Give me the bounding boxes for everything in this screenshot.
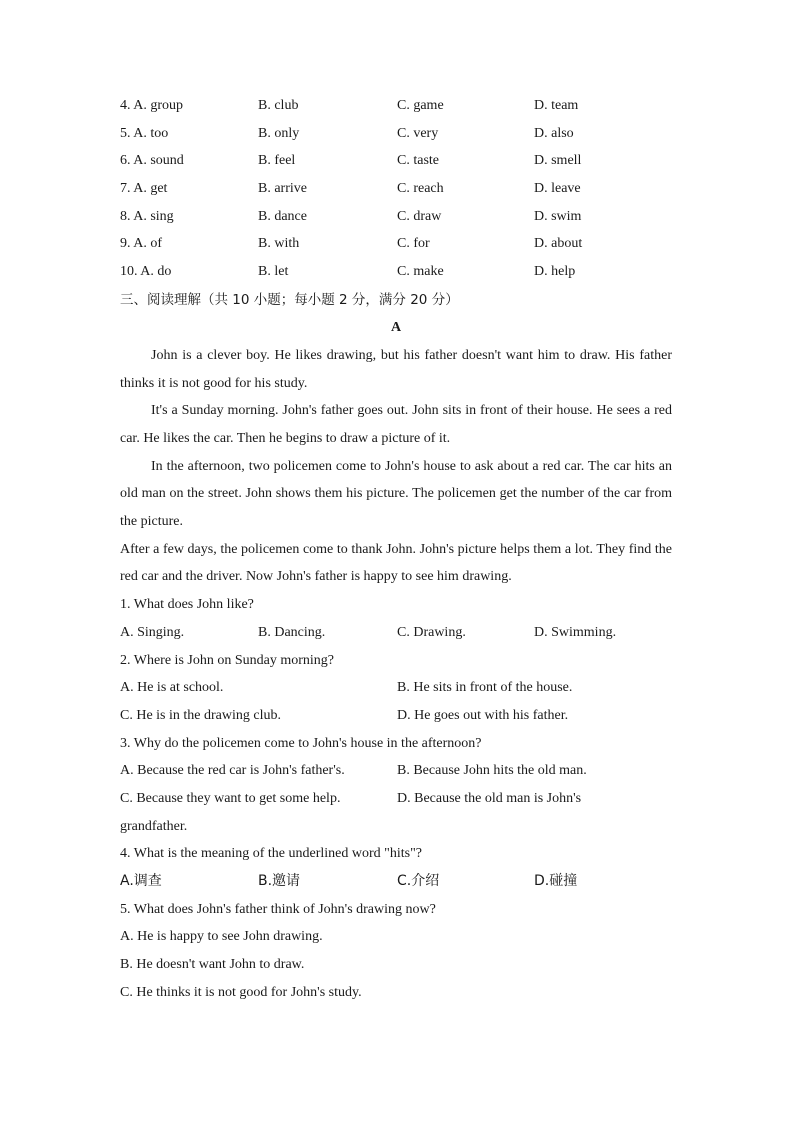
option-row (120, 147, 672, 175)
option-a: A. He is happy to see John drawing. (120, 929, 323, 945)
question-stem: 4. What is the meaning of the underlined word "hits"? (120, 846, 422, 862)
option-a: A. Because the red car is John's father's. (120, 763, 345, 779)
option-d: D. Because the old man is John's (397, 790, 582, 806)
option-row (120, 619, 672, 647)
option-c: C. make (397, 264, 444, 280)
passage-paragraph-2: It's a Sunday morning. John's father goes out. John sits in front of their house. He sees a red car. He likes the car. Then he begins to draw a picture of it. (120, 403, 672, 446)
option-row (120, 258, 672, 286)
option-b: B. club (258, 98, 299, 113)
passage-paragraph-1: John is a clever boy. He likes drawing, but his father doesn't want him to draw. His father thinks it is not good for his study. (120, 347, 672, 391)
option-b: B.邀请 (258, 873, 301, 890)
option-d: D. smell (534, 153, 582, 169)
option-c: C. game (397, 98, 444, 113)
option-a: A. Singing. (120, 624, 185, 640)
question-1 (120, 591, 672, 646)
option-c: C. Because they want to get some help. (120, 790, 341, 806)
option-c: C. He thinks it is not good for John's study. (120, 984, 362, 1000)
option-c: C. for (397, 236, 430, 252)
option-a: 10. A. do (120, 264, 172, 280)
question-2 (120, 647, 672, 730)
option-a: 8. A. sing (120, 208, 174, 224)
option-d: D. also (534, 125, 574, 141)
option-a: 7. A. get (120, 181, 168, 197)
option-b: B. feel (258, 153, 296, 169)
option-row (120, 702, 672, 730)
option-row (120, 92, 672, 120)
option-c: C.介绍 (397, 873, 440, 890)
option-c: C. taste (397, 153, 439, 169)
option-row (120, 175, 672, 203)
question-5 (120, 896, 672, 1007)
passage-paragraph-3: In the afternoon, two policemen come to John's house to ask about a red car. The car hits an old man on the street. John shows them his picture. The policemen get the number of the car from the picture. (120, 458, 672, 530)
option-a: 4. A. group (120, 98, 183, 113)
option-a: A.调查 (120, 873, 162, 890)
option-row (120, 785, 672, 813)
exam-page (120, 92, 672, 1006)
question-stem: 5. What does John's father think of John's drawing now? (120, 901, 436, 917)
option-d: D. help (534, 264, 576, 280)
option-a: A. He is at school. (120, 680, 224, 696)
option-b: B. Because John hits the old man. (397, 763, 587, 779)
option-b: B. arrive (258, 181, 307, 197)
option-b: B. He doesn't want John to draw. (120, 957, 305, 973)
option-d: D. leave (534, 181, 581, 197)
option-row (120, 757, 672, 785)
option-row (120, 674, 672, 702)
question-stem: 1. What does John like? (120, 597, 254, 613)
option-b: B. let (258, 264, 289, 280)
option-b: B. with (258, 236, 300, 252)
option-c: C. draw (397, 208, 442, 224)
option-row (120, 868, 672, 896)
option-d: D. Swimming. (534, 624, 617, 640)
question-4 (120, 840, 672, 895)
option-b: B. only (258, 125, 300, 141)
option-row (120, 120, 672, 148)
option-d: D. He goes out with his father. (397, 707, 569, 723)
passage-paragraph-4: After a few days, the policemen come to thank John. John's picture helps them a lot. They find the red car and the driver. Now John's father is happy to see him drawing. (120, 541, 672, 585)
option-b: B. He sits in front of the house. (397, 680, 573, 696)
question-3 (120, 730, 672, 841)
option-d: D. team (534, 98, 579, 113)
option-a: 5. A. too (120, 125, 169, 141)
option-d: D.碰撞 (534, 873, 578, 890)
option-c: C. He is in the drawing club. (120, 707, 281, 723)
option-d: D. about (534, 236, 583, 252)
section-heading: 三、阅读理解（共 10 小题；每小题 2 分，满分 20 分） (120, 291, 459, 308)
question-stem: 2. Where is John on Sunday morning? (120, 652, 334, 668)
option-row (120, 230, 672, 258)
passage-label: A (390, 319, 402, 335)
option-d-continued: grandfather. (120, 818, 188, 834)
cloze-options (120, 92, 672, 286)
question-stem: 3. Why do the policemen come to John's house in the afternoon? (120, 735, 482, 751)
option-d: D. swim (534, 208, 582, 224)
option-a: 9. A. of (120, 236, 162, 252)
option-c: C. reach (397, 181, 444, 197)
option-b: B. dance (258, 208, 307, 224)
option-a: 6. A. sound (120, 153, 184, 169)
option-c: C. very (397, 125, 439, 141)
option-b: B. Dancing. (258, 624, 326, 640)
option-row (120, 203, 672, 231)
option-c: C. Drawing. (397, 624, 466, 640)
